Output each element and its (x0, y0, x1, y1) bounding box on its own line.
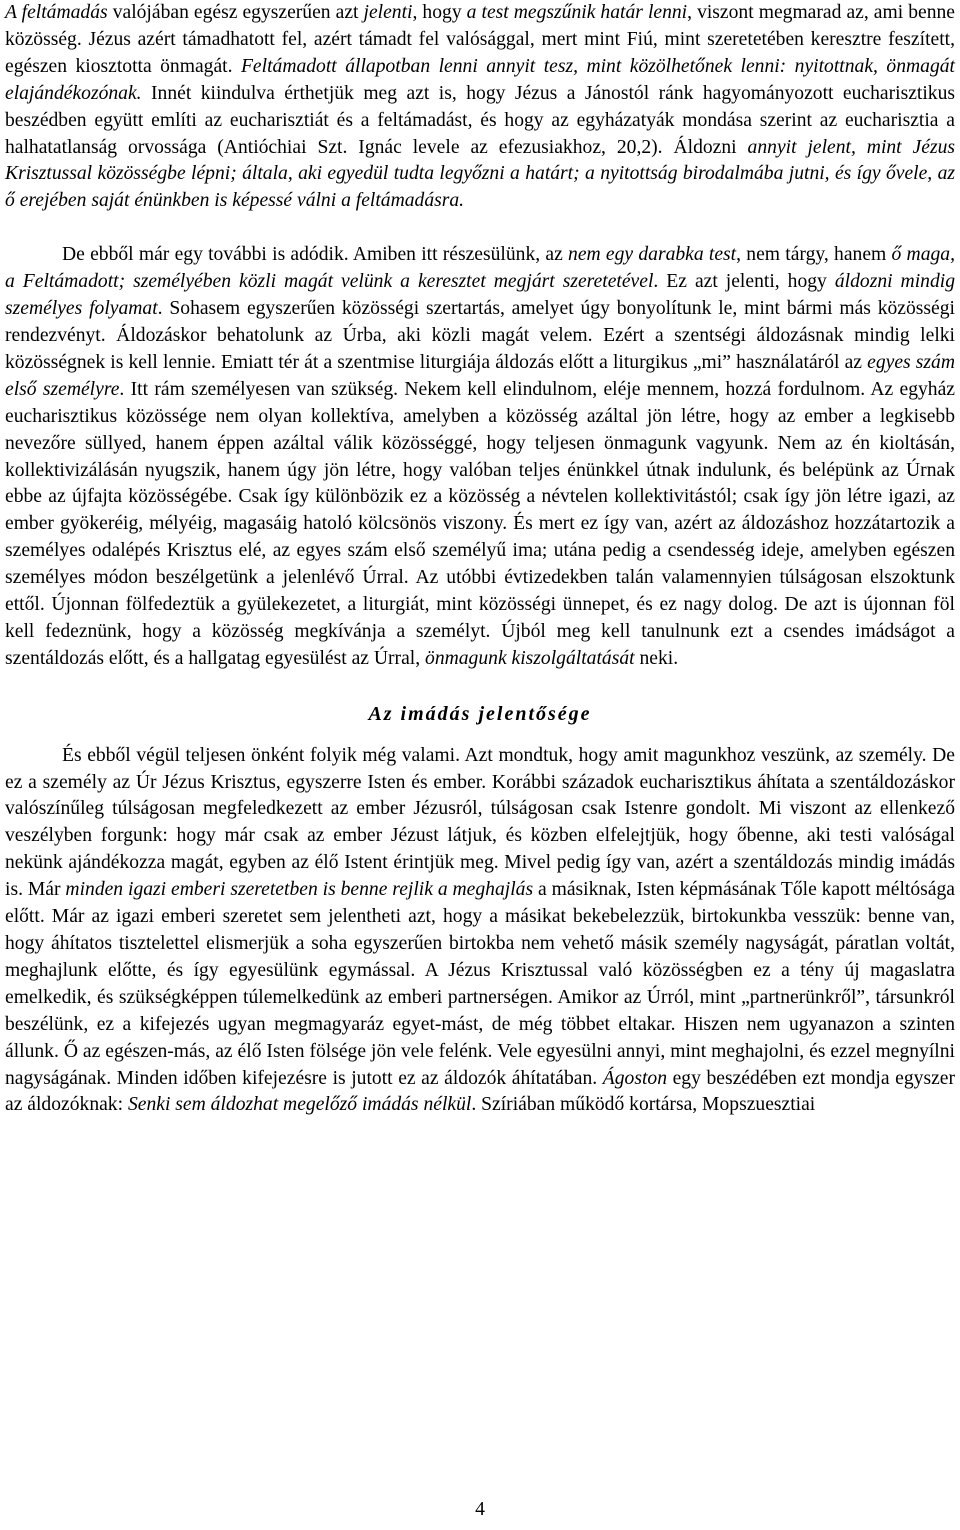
italic-text-run: a test megszűnik határ lenni (466, 2, 688, 23)
text-run: . Szíriában működő kortársa, Mopszuesztiai (471, 1094, 816, 1116)
text-run: . Sohasem egyszerűen közösségi szertartás, amelyet úgy bonyolítunk le, mint bármi más közösségi rendezvényt. Áldozáskor behatolunk az Úrba, aki közli magát velem. Ezért a szentségi áldozásnak mindig lelki közösségnek is kell lennie. Emiatt tér át a szentmise liturgiája áldozás előtt a liturgikus „mi” használatáról az (5, 298, 955, 373)
text-run: egy beszédében ezt mondja egyszer az áldozóknak: (5, 1067, 955, 1116)
text-run: , hogy (412, 2, 467, 23)
paragraph-personal-communion (5, 242, 955, 673)
italic-text-run: Senki sem áldozhat megelőző imádás nélkül (127, 1094, 472, 1116)
italic-text-run: önmagunk kiszolgáltatását (425, 647, 635, 669)
text-run: És ebből végül teljesen önként folyik még valami. Azt mondtuk, hogy amit magunkhoz veszünk, az személy. De ez a személy az Úr Jézus Krisztus, egyszerre Isten és ember. Korábbi századok eucharisztikus áhítata a szentáldozáskor valószínűleg túlságosan megfeledkezett az ember Jézusról, túlságosan csak Istenre gondolt. Mi viszont az ellenkező veszélyben forgunk: hogy már csak az ember Jézust látjuk, és közben elfelejtjük, hogy őbenne, aki testi valóságal nekünk ajándékozza magát, egyben az élő Istent érintjük meg. Mivel pedig így van, azért a szentáldozás mindig imádás is. Már (5, 744, 955, 901)
italic-text-run: nem egy darabka test (568, 244, 737, 266)
italic-text-run: jelenti (363, 2, 413, 23)
text-run: , viszont megmarad az, ami benne közösség. Jézus azért támadhatott fel, azért támadt fel valósággal, mert mint Fiú, mint szeretetében keresztre feszített, egészen kiosztotta önmagát. (5, 2, 955, 77)
text-run: . Itt rám személyesen van szükség. Nekem kell elindulnom, eléje mennem, hozzá fordulnom. Az egyház eucharisztikus közössége nem olyan kollektíva, amelyben a közösség azáltal jön létre, hogy az ember a legkisebb nevezőre süllyed, hanem éppen azáltal válik közösséggé, hogy teljesen önmagunk vagyunk. Nem az én kioltásán, kollektivizálásán nyugszik, hanem úgy jön létre, hogy valóban teljes énünkkel útnak indulunk, és belépünk az Úrnak ebbe az újfajta közösségébe. Csak így különbözik ez a közösség a névtelen kollektivitástól; csak így jön létre igazi, az ember gyökeréig, mélyéig, magasáig hatoló kölcsönös viszony. És mert ez így van, azért az áldozáshoz hozzátartozik a személyes odalépés Krisztus elé, az egyes szám első személyű ima; utána pedig a csendesség ideje, amelyben egészen személyes módon beszélgetünk a jelenlévő Úrral. Az utóbbi évtizedekben talán valamennyien túlságosan elszoktunk ettől. Újonnan fölfedeztük a gyülekezetet, a liturgiát, mint közösségi ünnepet, és ez nagy dolog. De azt is újonnan föl kell fedeznünk, hogy a közösség megkívánja a személyt. Újból meg kell tanulnunk ezt a csendes imádságot a szentáldozás előtt, és a hallgatag egyesülést az Úrral, (5, 378, 955, 669)
paragraph-resurrection (5, 0, 955, 215)
italic-text-run: A feltámadás (5, 2, 108, 23)
text-run: , nem tárgy, hanem (736, 244, 892, 266)
text-run: Innét kiindulva érthetjük meg azt is, hogy Jézus a Jánostól ránk hagyományozott eucharisztikus beszédben együtt említi az eucharisztiát és a feltámadást, és hogy az egyházatyák mondása szerint az eucharisztia a halhatatlanság orvossága (Antióchiai Szt. Ignác levele az efezusiakhoz, 20,2). Áldozni (5, 82, 955, 158)
italic-text-run: egyes szám első személyre (5, 351, 955, 400)
italic-text-run: annyit jelent, mint Jézus Krisztussal közösségbe lépni; általa, aki egyedül tudta legyőzni a határt; a nyitottság birodalmába jutni, és így ővele, az ő erejében saját énünkben is képessé válni a feltámadásra. (5, 136, 955, 212)
italic-text-run: Feltámadott állapotban lenni annyit tesz, mint közölhetőnek lenni: nyitottnak, önmagát elajándékozónak. (5, 55, 955, 104)
page-number: 4 (475, 1499, 485, 1520)
italic-text-run: áldozni mindig személyes folyamat (5, 271, 955, 320)
section-heading: Az imádás jelentősége (368, 702, 592, 725)
italic-text-run: minden igazi emberi szeretetben is benne rejlik a meghajlás (65, 879, 534, 901)
paragraph-adoration (5, 743, 955, 1120)
italic-text-run: Ágoston (602, 1067, 668, 1089)
text-run: a másiknak, Isten képmásának Tőle kapott méltósága előtt. Már az igazi emberi szeretet sem jelentheti azt, hogy a másikat bekebelezzük, birtokunkba vesszük: benne van, hogy áhítatos tisztelettel elismerjük a soha egyszerűen birtokba nem vehető másik személy nagyságát, páratlan voltát, meghajlunk előtte, és így egyesülünk egymással. A Jézus Krisztussal való közösségben ez a tény új magaslatra emelkedik, és szükségképpen túlemelkedünk az emberi partnerségen. Amikor az Úrról, mint „partnerünkről”, társunkról beszélünk, ez a kifejezés ugyan megmagyaráz egyet-mást, de még többet eltakar. Hiszen nem ugyanazon a szinten állunk. Ő az egészen-más, az élő Isten fölsége jön vele felénk. Vele egyesülni annyi, mint meghajolni, és ezzel megnyílni nagyságának. Minden időben kifejezésre is jutott ez az áldozók áhítatában. (5, 879, 955, 1089)
text-run: . Ez azt jelenti, hogy (653, 271, 835, 293)
text-run: valójában egész egyszerűen azt (107, 2, 364, 23)
text-run: neki. (634, 647, 679, 669)
text-run: De ebből már egy további is adódik. Amiben itt részesülünk, az (62, 244, 569, 266)
italic-text-run: ő maga, a Feltámadott; személyében közli magát velünk a keresztet megjárt szeretetével (5, 244, 955, 293)
